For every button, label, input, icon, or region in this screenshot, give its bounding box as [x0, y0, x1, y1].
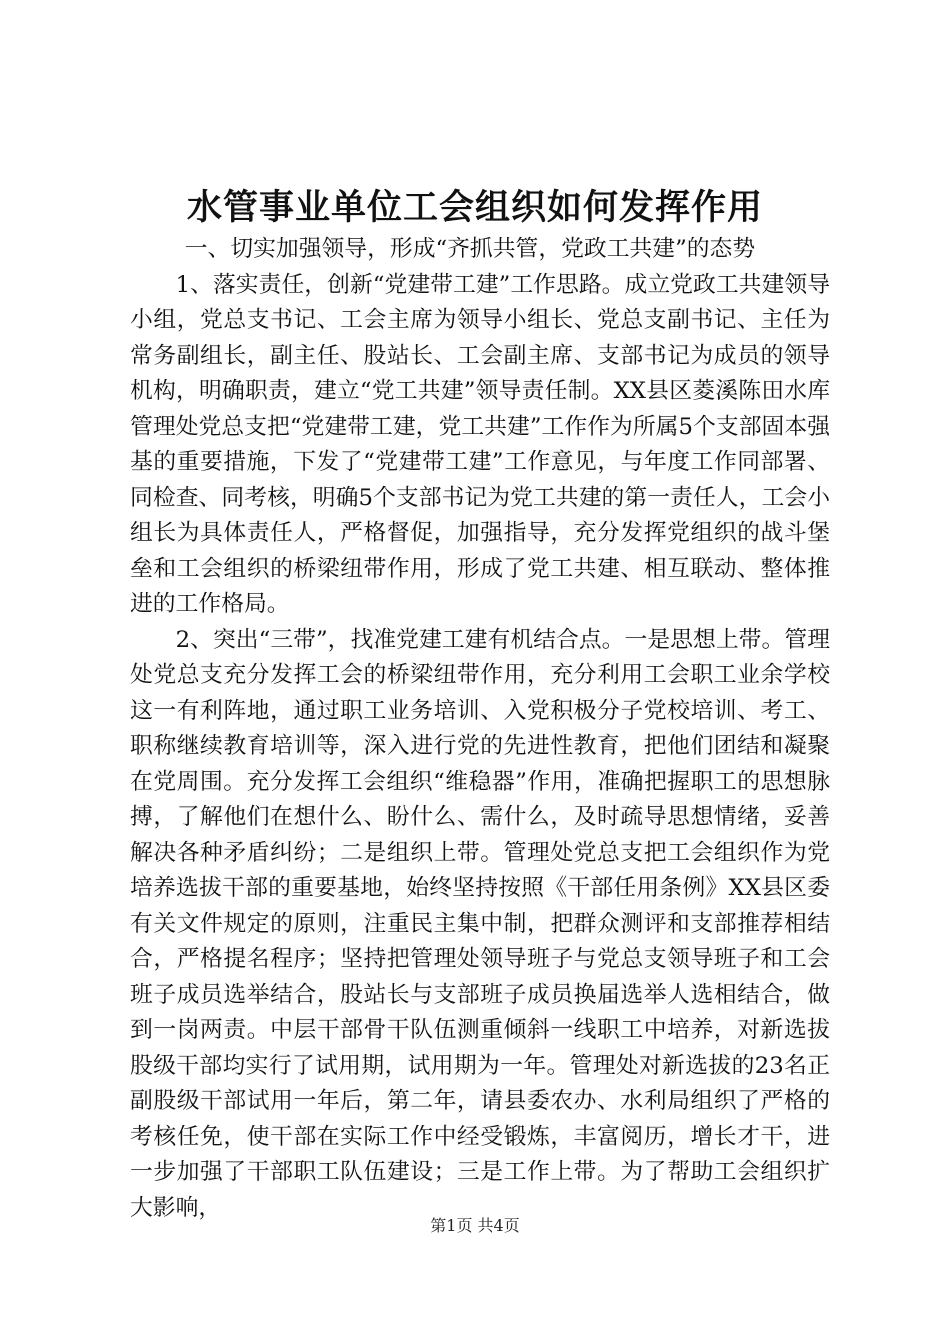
body-paragraph: 1、落实责任，创新“党建带工建”工作思路。成立党政工共建领导小组，党总支书记、工会主席为领导小组长、党总支副书记、主任为常务副组长，副主任、股站长、工会副主席、支部书记为成员的领导机构，明确职责，建立“党工共建”领导责任制。XX县区菱溪陈田水库管理处党总支把“党建带工建，党工共建”工作作为所属5个支部固本强基的重要措施，下发了“党建带工建”工作意见，与年度工作同部署、同检查、同考核，明确5个支部书记为党工共建的第一责任人，工会小组长为具体责任人，严格督促，加强指导，充分发挥党组织的战斗堡垒和工会组织的桥梁纽带作用，形成了党工共建、相互联动、整体推进的工作格局。: [130, 271, 830, 617]
document-title: 水管事业单位工会组织如何发挥作用: [186, 188, 763, 228]
body-paragraph: 2、突出“三带”，找准党建工建有机结合点。一是思想上带。管理处党总支充分发挥工会的桥梁纽带作用，充分利用工会职工业余学校这一有利阵地，通过职工业务培训、入党积极分子党校培训、考工、职称继续教育培训等，深入进行党的先进性教育，把他们团结和凝聚在党周围。充分发挥工会组织“维稳器”作用，准确把握职工的思想脉搏，了解他们在想什么、盼什么、需什么，及时疏导思想情绪，妥善解决各种矛盾纠纷；二是组织上带。管理处党总支把工会组织作为党培养选拔干部的重要基地，始终坚持按照《干部任用条例》XX县区委有关文件规定的原则，注重民主集中制，把群众测评和支部推荐相结合，严格提名程序；坚持把管理处领导班子与党总支领导班子和工会班子成员选举结合，股站长与支部班子成员换届选举人选相结合，做到一岗两责。中层干部骨干队伍测重倾斜一线职工中培养，对新选拔股级干部均实行了试用期，试用期为一年。管理处对新选拔的23名正副股级干部试用一年后，第二年，请县委农办、水利局组织了严格的考核任免，使干部在实际工作中经受锻炼，丰富阅历，增长才干，进一步加强了干部职工队伍建设；三是工作上带。为了帮助工会组织扩大影响，: [130, 626, 830, 1221]
document-body: [130, 232, 830, 1226]
page-number-footer: 第1页 共4页: [430, 1216, 520, 1235]
section-heading: 一、切实加强领导，形成“齐抓共管，党政工共建”的态势: [184, 236, 756, 262]
